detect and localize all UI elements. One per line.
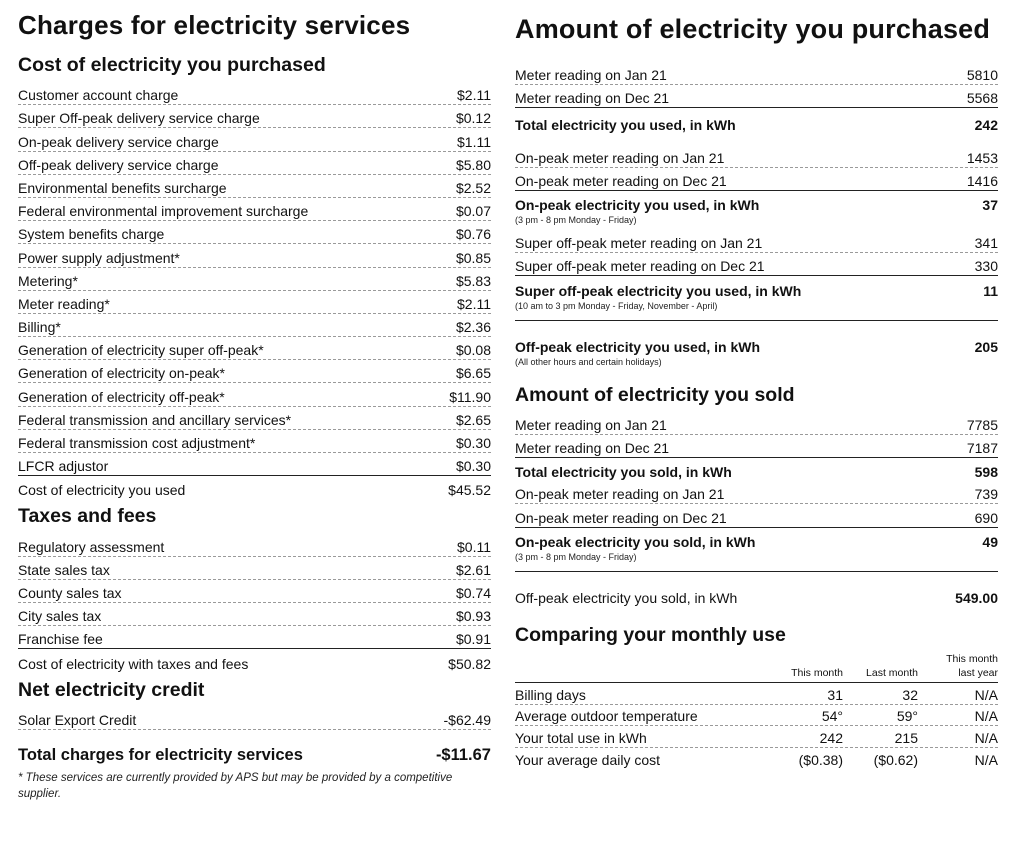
purchased-title: Amount of electricity you purchased: [515, 14, 991, 44]
tax-row: City sales tax $0.93: [18, 603, 491, 626]
col-last-month: Last month: [866, 667, 918, 679]
charge-row: Generation of electricity off-peak* $11.90: [18, 383, 491, 406]
charge-row: Federal transmission and ancillary services* $2.65: [18, 407, 491, 430]
charges-title: Charges for electricity services: [18, 10, 411, 40]
sold-heading: Amount of electricity you sold: [515, 383, 795, 406]
meter-row: Meter reading on Jan 21 5810: [515, 62, 998, 85]
offpeak-sold-row: Off-peak electricity you sold, in kWh 549.00: [515, 590, 998, 606]
net-credit-heading: Net electricity credit: [18, 678, 205, 701]
charge-row: Generation of electricity on-peak* $6.65: [18, 360, 491, 383]
meter-row: On-peak meter reading on Jan 21 739: [515, 481, 998, 504]
meter-row: Meter reading on Jan 21 7785: [515, 412, 998, 435]
meter-row: Super off-peak meter reading on Jan 21 341: [515, 230, 998, 253]
tax-row: County sales tax $0.74: [18, 580, 491, 603]
meter-row: On-peak meter reading on Dec 21 1416: [515, 168, 998, 191]
onpeak-sold-row: On-peak electricity you sold, in kWh 49: [515, 533, 998, 550]
charge-row: System benefits charge $0.76: [18, 221, 491, 244]
charge-row: Off-peak delivery service charge $5.80: [18, 152, 491, 175]
charge-row: Environmental benefits surcharge $2.52: [18, 175, 491, 198]
total-used-row: Total electricity you used, in kWh 242: [515, 117, 998, 134]
charge-row: Federal transmission cost adjustment* $0.30: [18, 430, 491, 453]
grand-total-row: [18, 730, 491, 766]
meter-row: Meter reading on Dec 21 5568: [515, 85, 998, 108]
tax-row: Regulatory assessment $0.11: [18, 533, 491, 556]
meter-row: On-peak meter reading on Jan 21 1453: [515, 144, 998, 167]
meter-row: Super off-peak meter reading on Dec 21 330: [515, 253, 998, 276]
sold-list: [515, 412, 998, 607]
col-this-month: This month: [791, 667, 843, 679]
charge-row: Billing* $2.36: [18, 314, 491, 337]
charge-row: Federal environmental improvement surcharge $0.07: [18, 198, 491, 221]
total-sold-row: Total electricity you sold, in kWh 598: [515, 464, 998, 481]
charge-row: LFCR adjustor $0.30: [18, 453, 491, 476]
offpeak-used-row: Off-peak electricity you used, in kWh 205: [515, 338, 998, 355]
charge-row: Metering* $5.83: [18, 268, 491, 291]
sold-onpeak-hours-note: (3 pm - 8 pm Monday - Friday): [515, 551, 998, 572]
charge-row: Generation of electricity super off-peak* $0.08: [18, 337, 491, 360]
onpeak-used-row: On-peak electricity you used, in kWh 37: [515, 196, 998, 213]
tax-row: State sales tax $2.61: [18, 557, 491, 580]
supplier-footnote: * These services are currently provided by APS but may be provided by a competitive supplier.: [18, 771, 453, 800]
comparison-heading: Comparing your monthly use: [515, 624, 786, 646]
offpeak-hours-note: (All other hours and certain holidays): [515, 356, 662, 367]
meter-row: On-peak meter reading on Dec 21 690: [515, 504, 998, 527]
meter-row: Meter reading on Dec 21 7187: [515, 435, 998, 458]
comparison-row: Your average daily cost ($0.38) ($0.62) N/A: [515, 752, 998, 768]
super-offpeak-used-row: Super off-peak electricity you used, in kWh 11: [515, 282, 998, 299]
charge-row: Super Off-peak delivery service charge $0.12: [18, 105, 491, 128]
super-offpeak-hours-note: (10 am to 3 pm Monday - Friday, November - April): [515, 300, 998, 321]
usage-column: [515, 0, 998, 769]
charge-row: On-peak delivery service charge $1.11: [18, 128, 491, 151]
comparison-table: [515, 651, 998, 769]
charges-column: [18, 0, 491, 802]
purchased-list: [515, 62, 998, 372]
taxes-list: [18, 533, 491, 672]
charge-row: Customer account charge $2.11: [18, 82, 491, 105]
onpeak-hours-note: (3 pm - 8 pm Monday - Friday): [515, 214, 637, 225]
cost-items-list: [18, 82, 491, 499]
comparison-row: Billing days 31 32 N/A: [515, 683, 998, 705]
taxes-heading: Taxes and fees: [18, 505, 157, 528]
comparison-header-row: [515, 651, 998, 683]
charge-row: Meter reading* $2.11: [18, 291, 491, 314]
comparison-row: Your total use in kWh 242 215 N/A: [515, 726, 998, 748]
cost-purchased-heading: Cost of electricity you purchased: [18, 54, 326, 76]
col-last-year: This month last year: [946, 653, 998, 679]
solar-credit-row: Solar Export Credit -$62.49: [18, 707, 491, 730]
cost-used-total-row: Cost of electricity you used $45.52: [18, 482, 491, 499]
comparison-row: Average outdoor temperature 54° 59° N/A: [515, 705, 998, 727]
taxes-total-row: Cost of electricity with taxes and fees $50.82: [18, 655, 491, 672]
grand-total-label: Total charges for electricity services: [18, 745, 303, 764]
grand-total-value: -$11.67: [435, 745, 491, 764]
tax-row: Franchise fee $0.91: [18, 626, 491, 649]
charge-row: Power supply adjustment* $0.85: [18, 244, 491, 267]
